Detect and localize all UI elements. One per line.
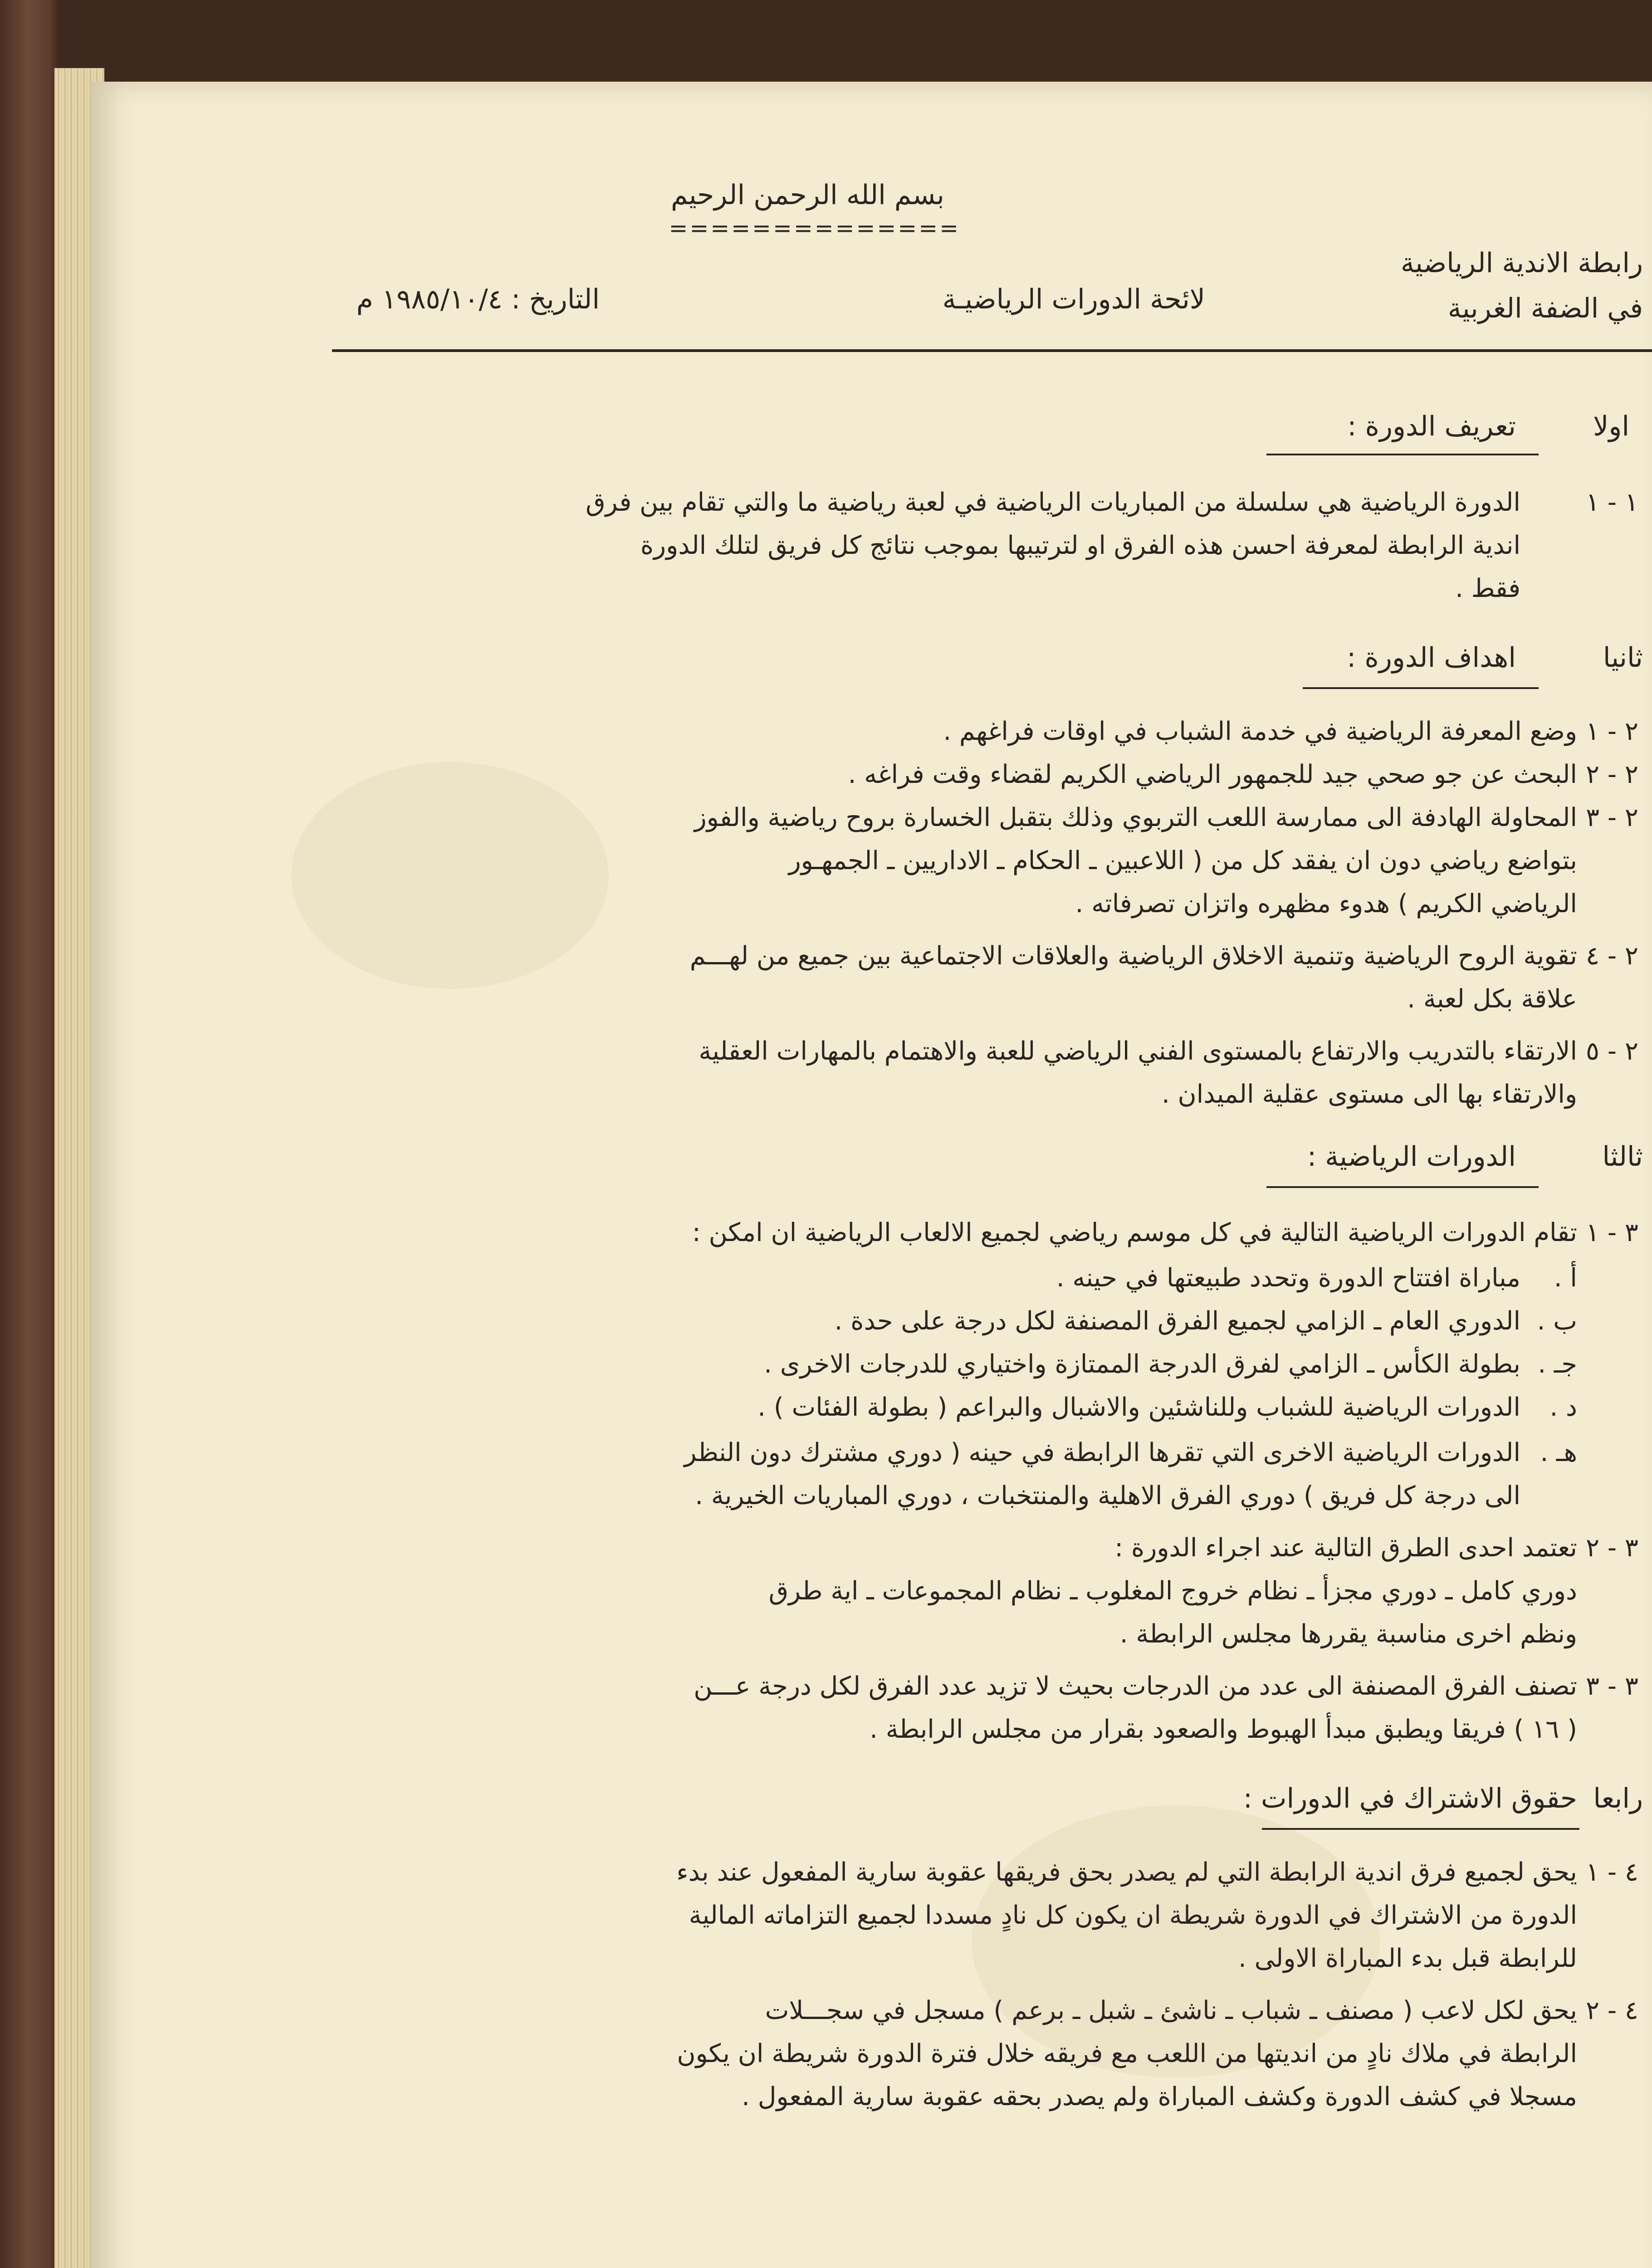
document-date: التاريخ : ١٩٨٥/١٠/٤ م (356, 284, 600, 315)
list-letter: هـ . (1540, 1438, 1577, 1467)
item-number: ٢ - ٣ (1586, 803, 1638, 832)
item-text-line: دوري كامل ـ دوري مجزأ ـ نظام خروج المغلوب ـ نظام المجموعات ـ اية طرق (768, 1576, 1577, 1606)
section-4-label: رابعا (1593, 1783, 1643, 1814)
document-title: لائحة الدورات الرياضيـة (942, 284, 1205, 315)
item-text-line: علاقة بكل لعبة . (1407, 984, 1577, 1014)
section-4-title: حقوق الاشتراك في الدورات : (1243, 1783, 1577, 1814)
section-1-underline (1266, 454, 1539, 455)
section-3-title: الدورات الرياضية : (1307, 1141, 1516, 1173)
item-number: ٣ - ٣ (1586, 1672, 1638, 1701)
org-name-line2: في الضفة الغربية (1447, 293, 1643, 324)
org-name-line1: رابطة الاندية الرياضية (1400, 247, 1643, 279)
item-number: ٣ - ٢ (1586, 1533, 1638, 1563)
item-text-line: تعتمد احدى الطرق التالية عند اجراء الدورة : (1114, 1533, 1577, 1563)
section-2-title: اهداف الدورة : (1347, 642, 1516, 674)
item-text-line: مسجلا في كشف الدورة وكشف المباراة ولم يصدر بحقه عقوبة سارية المفعول . (742, 2082, 1577, 2112)
item-number: ٤ - ٢ (1586, 1996, 1638, 2025)
item-text-line: الرياضي الكريم ) هدوء مظهره واتزان تصرفاته . (1075, 889, 1577, 919)
item-text-line: تقوية الروح الرياضية وتنمية الاخلاق الرياضية والعلاقات الاجتماعية بين جميع من لهـــم (689, 941, 1577, 971)
item-number: ٤ - ١ (1586, 1857, 1638, 1887)
item-text-line: والارتقاء بها الى مستوى عقلية الميدان . (1161, 1080, 1577, 1109)
item-text-line: الدورات الرياضية الاخرى التي تقرها الرابطة في حينه ( دوري مشترك دون النظر (684, 1438, 1520, 1467)
paper-stain (291, 762, 609, 989)
section-1-label: اولا (1593, 411, 1629, 442)
header-rule (332, 349, 1652, 352)
item-text-line: تصنف الفرق المصنفة الى عدد من الدرجات بحيث لا تزيد عدد الفرق لكل درجة عـــن (694, 1672, 1577, 1701)
item-text-line: الرابطة في ملاك نادٍ من انديتها من اللعب مع فريقه خلال فترة الدورة شريطة ان يكون (677, 2039, 1577, 2068)
item-text-line: تقام الدورات الرياضية التالية في كل موسم رياضي لجميع الالعاب الرياضية ان امكن : (692, 1218, 1577, 1247)
item-text-line: الدوري العام ـ الزامي لجميع الفرق المصنفة لكل درجة على حدة . (834, 1306, 1520, 1336)
item-number: ٢ - ٢ (1586, 760, 1638, 789)
item-text-line: ونظم اخرى مناسبة يقررها مجلس الرابطة . (1119, 1619, 1577, 1649)
item-text-line: الى درجة كل فريق ) دوري الفرق الاهلية والمنتخبات ، دوري المباريات الخيرية . (695, 1481, 1520, 1510)
item-text-line: وضع المعرفة الرياضية في خدمة الشباب في اوقات فراغهم . (943, 717, 1577, 746)
section-1-title: تعريف الدورة : (1347, 411, 1516, 442)
item-text-line: يحق لكل لاعب ( مصنف ـ شباب ـ ناشئ ـ شبل ـ برعم ) مسجل في سجـــلات (765, 1996, 1577, 2025)
document-page (91, 82, 1652, 2268)
item-number: ٢ - ١ (1586, 717, 1638, 746)
item-text-line: فقط . (1455, 574, 1520, 603)
basmala: بسم الله الرحمن الرحيم (670, 179, 944, 211)
item-text-line: اندية الرابطة لمعرفة احسن هذه الفرق او لترتيبها بموجب نتائج كل فريق لتلك الدورة (640, 531, 1520, 560)
item-text-line: الدورات الرياضية للشباب وللناشئين والاشبال والبراعم ( بطولة الفئات ) . (758, 1393, 1520, 1422)
item-text-line: الارتقاء بالتدريب والارتفاع بالمستوى الفني الرياضي للعبة والاهتمام بالمهارات العقلية (699, 1036, 1577, 1066)
item-text-line: ( ١٦ ) فريقا ويطبق مبدأ الهبوط والصعود بقرار من مجلس الرابطة . (870, 1715, 1577, 1744)
section-2-label: ثانيا (1603, 642, 1643, 674)
item-text-line: الدورة من الاشتراك في الدورة شريطة ان يكون كل نادٍ مسددا لجميع التزاماته المالية (689, 1901, 1577, 1930)
item-text-line: الدورة الرياضية هي سلسلة من المباريات الرياضية في لعبة رياضية ما والتي تقام بين فرق (586, 488, 1520, 517)
item-text-line: يحق لجميع فرق اندية الرابطة التي لم يصدر بحق فريقها عقوبة سارية المفعول عند بدء (676, 1857, 1577, 1887)
item-text-line: بتواضع رياضي دون ان يفقد كل من ( اللاعبين ـ الحكام ـ الاداريين ـ الجمهـور (788, 846, 1577, 875)
item-number: ١ - ١ (1586, 488, 1638, 517)
item-text-line: المحاولة الهادفة الى ممارسة اللعب التربوي وذلك بتقبل الخسارة بروح رياضية والفوز (694, 803, 1577, 832)
item-number: ٢ - ٤ (1586, 941, 1638, 971)
section-3-underline (1266, 1186, 1539, 1188)
item-text-line: مباراة افتتاح الدورة وتحدد طبيعتها في حينه . (1056, 1263, 1520, 1293)
list-letter: جـ . (1538, 1349, 1577, 1379)
list-letter: د . (1549, 1393, 1577, 1422)
section-3-label: ثالثا (1602, 1141, 1643, 1173)
item-text-line: بطولة الكأس ـ الزامي لفرق الدرجة الممتازة واختياري للدرجات الاخرى . (764, 1349, 1520, 1379)
section-2-underline (1303, 687, 1539, 689)
separator-line: ============== (669, 215, 960, 241)
section-4-underline (1262, 1828, 1579, 1830)
item-number: ٢ - ٥ (1586, 1036, 1638, 1066)
item-text-line: البحث عن جو صحي جيد للجمهور الرياضي الكريم لقضاء وقت فراغه . (848, 760, 1577, 789)
item-number: ٣ - ١ (1586, 1218, 1638, 1247)
list-letter: ب . (1537, 1306, 1577, 1336)
item-text-line: للرابطة قبل بدء المباراة الاولى . (1238, 1944, 1577, 1973)
list-letter: أ . (1554, 1263, 1577, 1293)
